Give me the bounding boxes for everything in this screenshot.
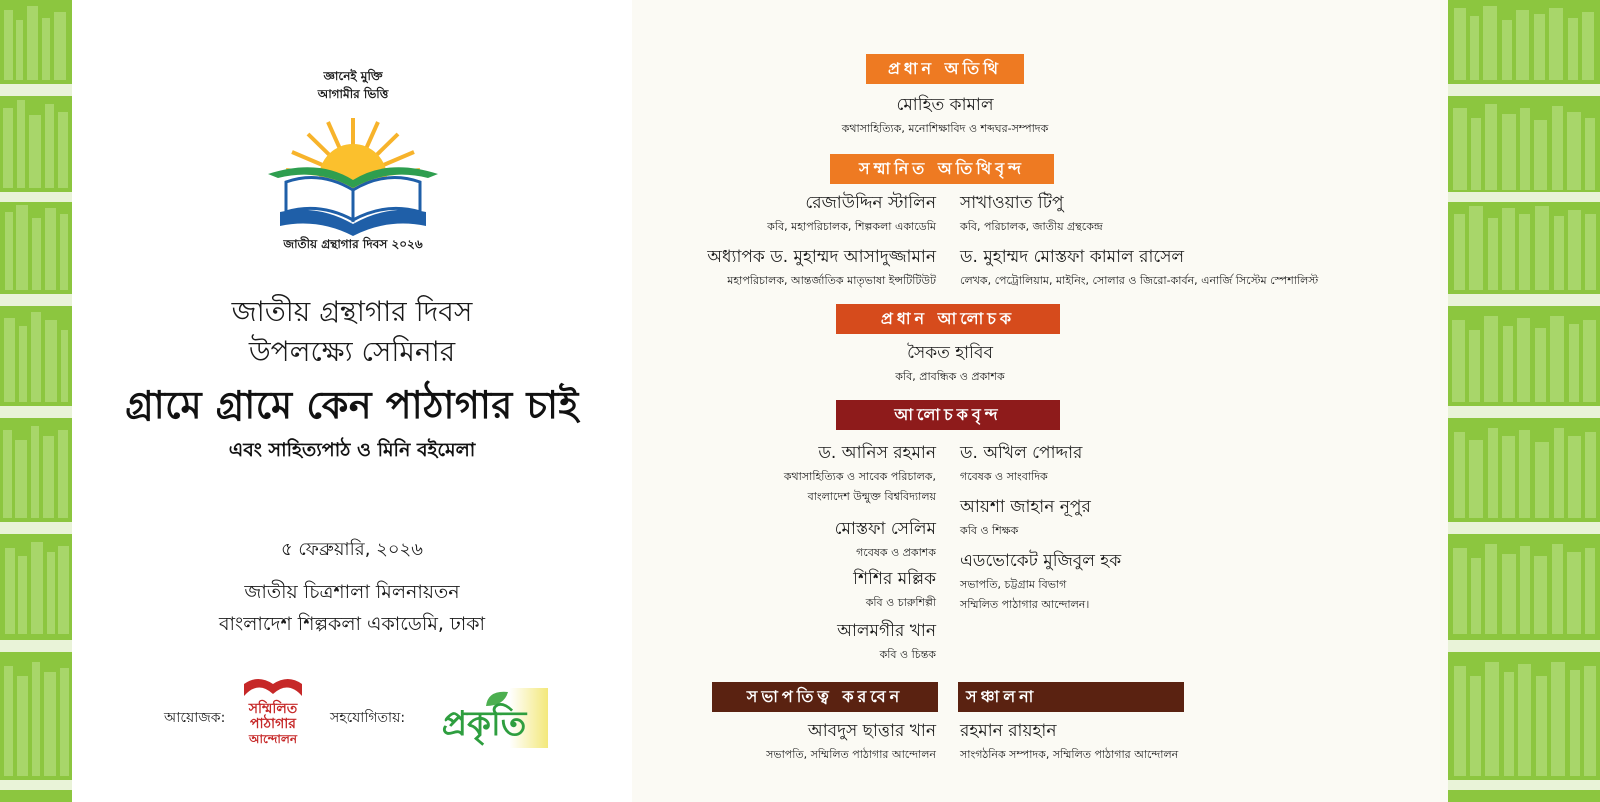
organizer-logo-line3: আন্দোলন [248, 732, 298, 746]
honored-guest-name: ড. মুহাম্মদ মোস্তফা কামাল রাসেল [960, 247, 1185, 267]
heading-line1: জাতীয় গ্রন্থাগার দিবস [231, 295, 473, 328]
bookshelf-image [1448, 0, 1600, 802]
organizer-logo-line1: সম্মিলিত [248, 701, 298, 717]
moderator-header: সঞ্চালনা [958, 682, 1184, 712]
venue-line2: বাংলাদেশ শিল্পকলা একাডেমি, ঢাকা [218, 613, 486, 635]
venue-line1: জাতীয় চিত্রশালা মিলনায়তন [244, 581, 460, 603]
chief-guest-role: কথাসাহিত্যিক, মনোশিক্ষাবিদ ও শব্দঘর-সম্পাদক [841, 122, 1049, 135]
president-name: আবদুস ছাত্তার খান [807, 721, 936, 741]
discussant-role: গবেষক ও সাংবাদিক [960, 470, 1048, 483]
honored-guest-role: লেখক, পেট্রোলিয়াম, মাইনিং, সোলার ও জিরো-কার্বন, এনার্জি সিস্টেম স্পেশালিস্ট [960, 274, 1319, 287]
discussant-name: ড. অখিল পোদ্দার [960, 443, 1083, 463]
honored-guest-name: রেজাউদ্দিন স্টালিন [805, 193, 936, 213]
chief-discussant-role: কবি, প্রাবন্ধিক ও প্রকাশক [895, 370, 1005, 383]
honored-guests-header: সম্মানিত অতিথিবৃন্দ [830, 154, 1054, 184]
honored-guest-name: সাখাওয়াত টিপু [960, 193, 1064, 213]
discussant-name: মোস্তফা সেলিম [834, 519, 936, 539]
bookshelf-image [0, 0, 72, 802]
organizer-logo-line2: পাঠাগার [249, 716, 297, 732]
library-day-logo [258, 66, 448, 260]
logo-caption: জাতীয় গ্রন্থাগার দিবস ২০২৬ [283, 237, 423, 251]
chief-guest-header: প্রধান অতিথি [866, 54, 1024, 84]
honored-guest-role: মহাপরিচালক, আন্তর্জাতিক মাতৃভাষা ইন্সটিটিউট [727, 274, 936, 287]
organizer-label: আয়োজক: [164, 710, 226, 726]
chief-discussant-header: প্রধান আলোচক [836, 304, 1060, 334]
cooperation-label: সহযোগিতায়: [330, 710, 406, 726]
discussant-name: ড. আনিস রহমান [818, 443, 936, 463]
left-bookshelf-decoration [0, 0, 72, 802]
discussant-name: আলমগীর খান [837, 621, 936, 641]
cooperation-logo-text: প্রকৃতি [441, 704, 527, 744]
organizer-logo [238, 676, 308, 752]
honored-guest-name: অধ্যাপক ড. মুহাম্মদ আসাদুজ্জামান [707, 247, 936, 267]
seminar-title: গ্রামে গ্রামে কেন পাঠাগার চাই [125, 383, 579, 427]
discussant-role: সভাপতি, চট্টগ্রাম বিভাগ [960, 578, 1067, 591]
sun-book-icon [258, 108, 448, 238]
discussant-role: কথাসাহিত্যিক ও সাবেক পরিচালক, [783, 470, 936, 483]
chief-guest-name: মোহিত কামাল [896, 95, 994, 115]
discussant-role: গবেষক ও প্রকাশক [856, 546, 936, 559]
president-role: সভাপতি, সম্মিলিত পাঠাগার আন্দোলন [766, 748, 936, 761]
discussants-header: আলোচকবৃন্দ [836, 400, 1060, 430]
seminar-subtitle: এবং সাহিত্যপাঠ ও মিনি বইমেলা [228, 439, 476, 461]
discussant-name: আয়শা জাহান নূপুর [960, 497, 1091, 517]
logo-slogan-line1: জ্ঞানেই মুক্তি [323, 69, 383, 83]
moderator-role: সাংগঠনিক সম্পাদক, সম্মিলিত পাঠাগার আন্দোলন [960, 748, 1179, 761]
chief-discussant-name: সৈকত হাবিব [907, 343, 993, 363]
moderator-name: রহমান রায়হান [960, 721, 1057, 741]
cooperation-logo [420, 688, 548, 748]
discussant-role: সম্মিলিত পাঠাগার আন্দোলন। [960, 598, 1090, 611]
president-header: সভাপতিত্ব করবেন [712, 682, 938, 712]
discussant-role: কবি ও শিক্ষক [960, 524, 1019, 537]
right-bookshelf-decoration [1448, 0, 1600, 802]
discussant-name: এডভোকেট মুজিবুল হক [960, 551, 1122, 571]
logo-slogan-line2: আগামীর ভিত্তি [317, 87, 389, 101]
discussant-role: কবি ও চিন্তক [879, 648, 936, 661]
discussant-role: বাংলাদেশ উন্মুক্ত বিশ্ববিদ্যালয় [807, 490, 936, 503]
honored-guest-role: কবি, পরিচালক, জাতীয় গ্রন্থকেন্দ্র [960, 220, 1103, 233]
honored-guest-role: কবি, মহাপরিচালক, শিল্পকলা একাডেমি [767, 220, 936, 233]
event-date: ৫ ফেব্রুয়ারি, ২০২৬ [281, 539, 423, 560]
open-book-icon [238, 676, 308, 698]
discussant-role: কবি ও চারুশিল্পী [865, 596, 936, 609]
discussant-name: শিশির মল্লিক [853, 569, 936, 589]
heading-line2: উপলক্ষ্যে সেমিনার [248, 335, 456, 368]
